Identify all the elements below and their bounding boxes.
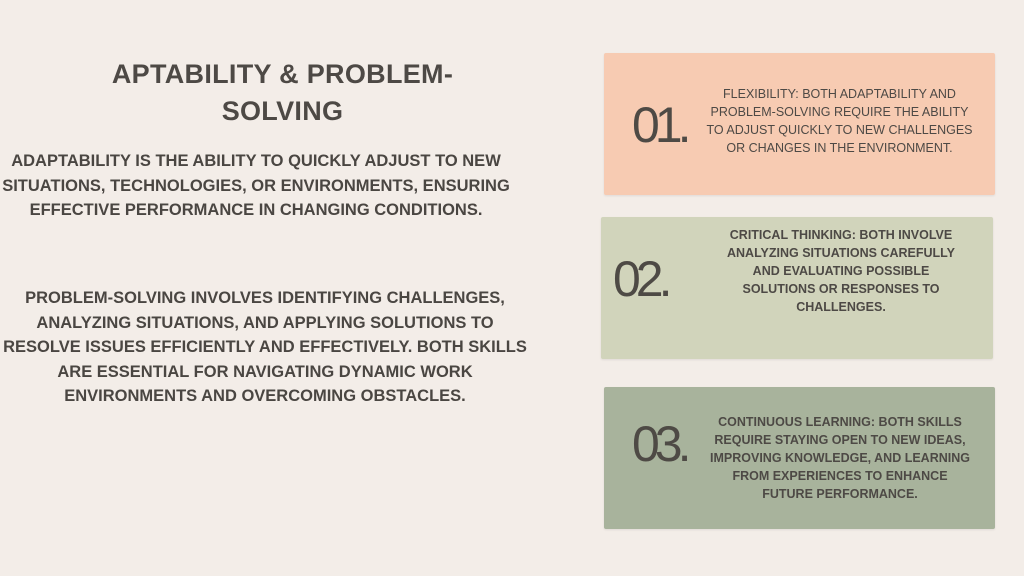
card-text: CONTINUOUS LEARNING: BOTH SKILLS REQUIRE STAYING OPEN TO NEW IDEAS, IMPROVING KNOWLEDGE, AND LEARNING FROM EXPERIENCES TO ENHANCE FUTURE PERFORMANCE. [710,415,970,501]
card-number: 03. [632,416,687,472]
adaptability-paragraph: ADAPTABILITY IS THE ABILITY TO QUICKLY ADJUST TO NEW SITUATIONS, TECHNOLOGIES, OR ENVIRONMENTS, ENSURING EFFECTIVE PERFORMANCE IN CHANGING CONDITIONS. [2,152,510,219]
card-number: 02. [613,251,668,307]
card-text: CRITICAL THINKING: BOTH INVOLVE ANALYZING SITUATIONS CAREFULLY AND EVALUATING POSSIBLE SOLUTIONS OR RESPONSES TO CHALLENGES. [726,228,956,314]
page-title: APTABILITY & PROBLEM-SOLVING [111,59,454,126]
problem-solving-paragraph: PROBLEM-SOLVING INVOLVES IDENTIFYING CHALLENGES, ANALYZING SITUATIONS, AND APPLYING SOLUTIONS TO RESOLVE ISSUES EFFICIENTLY AND EFFECTIVELY. BOTH SKILLS ARE ESSENTIAL FOR NAVIGATING DYNAMIC WORK ENVIRONMENTS AND OVERCOMING OBSTACLES. [3,289,527,405]
card-number: 01. [632,97,687,153]
card-critical-thinking [601,217,993,359]
card-text: FLEXIBILITY: BOTH ADAPTABILITY AND PROBLEM-SOLVING REQUIRE THE ABILITY TO ADJUST QUICKLY TO NEW CHALLENGES OR CHANGES IN THE ENVIRONMENT. [706,87,973,155]
card-flexibility [604,53,995,195]
card-continuous-learning [604,387,995,529]
